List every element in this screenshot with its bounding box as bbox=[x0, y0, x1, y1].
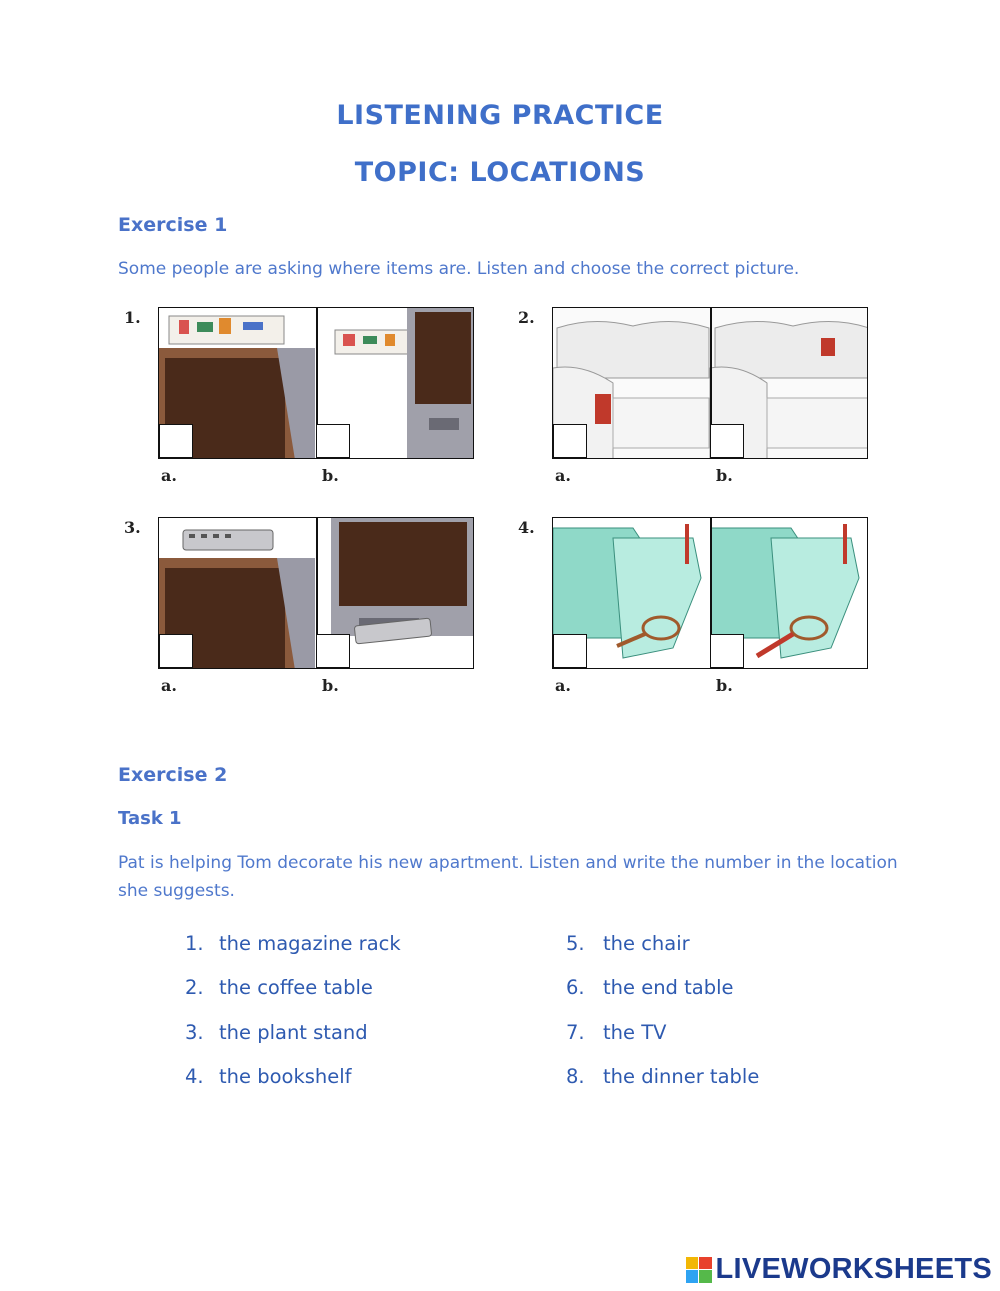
item-text: the dinner table bbox=[603, 1065, 760, 1088]
list-item bbox=[566, 932, 690, 955]
item-number: 7. bbox=[566, 1021, 585, 1044]
exercise1-instruction: Some people are asking where items are. Listen and choose the correct picture. bbox=[118, 259, 800, 279]
answer-box-4b[interactable] bbox=[710, 634, 744, 668]
item-text: the chair bbox=[603, 932, 690, 955]
list-item bbox=[566, 976, 734, 999]
question-3-pictures bbox=[158, 517, 474, 669]
item-text: the TV bbox=[603, 1021, 667, 1044]
item-text: the coffee table bbox=[219, 976, 373, 999]
question-number: 4. bbox=[518, 518, 535, 537]
question-number: 3. bbox=[124, 518, 141, 537]
answer-box-4a[interactable] bbox=[553, 634, 587, 668]
item-text: the bookshelf bbox=[219, 1065, 352, 1088]
item-text: the end table bbox=[603, 976, 734, 999]
list-item bbox=[566, 1021, 666, 1044]
logo-mark-icon bbox=[686, 1257, 712, 1283]
item-number: 1. bbox=[185, 932, 204, 955]
task-heading: Task 1 bbox=[118, 808, 182, 829]
question-2-pictures bbox=[552, 307, 868, 459]
option-a-label: a. bbox=[161, 466, 177, 485]
item-number: 5. bbox=[566, 932, 585, 955]
option-b-label: b. bbox=[716, 676, 733, 695]
question-number: 2. bbox=[518, 308, 535, 327]
answer-box-3b[interactable] bbox=[316, 634, 350, 668]
list-item bbox=[185, 1065, 352, 1088]
item-number: 8. bbox=[566, 1065, 585, 1088]
option-b-label: b. bbox=[322, 466, 339, 485]
question-4-pictures bbox=[552, 517, 868, 669]
option-a-label: a. bbox=[161, 676, 177, 695]
list-item bbox=[566, 1065, 759, 1088]
item-number: 4. bbox=[185, 1065, 204, 1088]
item-number: 2. bbox=[185, 976, 204, 999]
exercise2-instruction: Pat is helping Tom decorate his new apartment. Listen and write the number in the location she suggests. bbox=[118, 853, 898, 901]
answer-box-1b[interactable] bbox=[316, 424, 350, 458]
answer-box-2b[interactable] bbox=[710, 424, 744, 458]
item-number: 3. bbox=[185, 1021, 204, 1044]
question-number: 1. bbox=[124, 308, 141, 327]
option-a-label: a. bbox=[555, 466, 571, 485]
item-number: 6. bbox=[566, 976, 585, 999]
list-item bbox=[185, 976, 373, 999]
item-text: the magazine rack bbox=[219, 932, 401, 955]
answer-box-1a[interactable] bbox=[159, 424, 193, 458]
brand-name: LIVEWORKSHEETS bbox=[715, 1253, 992, 1285]
item-text: the plant stand bbox=[219, 1021, 368, 1044]
page-subtitle: TOPIC: LOCATIONS bbox=[354, 157, 646, 188]
option-b-label: b. bbox=[716, 466, 733, 485]
option-a-label: a. bbox=[555, 676, 571, 695]
list-item bbox=[185, 1021, 368, 1044]
option-b-label: b. bbox=[322, 676, 339, 695]
exercise1-heading: Exercise 1 bbox=[118, 214, 228, 236]
question-1-pictures bbox=[158, 307, 474, 459]
page-title: LISTENING PRACTICE bbox=[336, 100, 664, 131]
brand-logo[interactable] bbox=[686, 1253, 993, 1286]
list-item bbox=[185, 932, 401, 955]
answer-box-2a[interactable] bbox=[553, 424, 587, 458]
answer-box-3a[interactable] bbox=[159, 634, 193, 668]
exercise2-heading: Exercise 2 bbox=[118, 764, 228, 786]
